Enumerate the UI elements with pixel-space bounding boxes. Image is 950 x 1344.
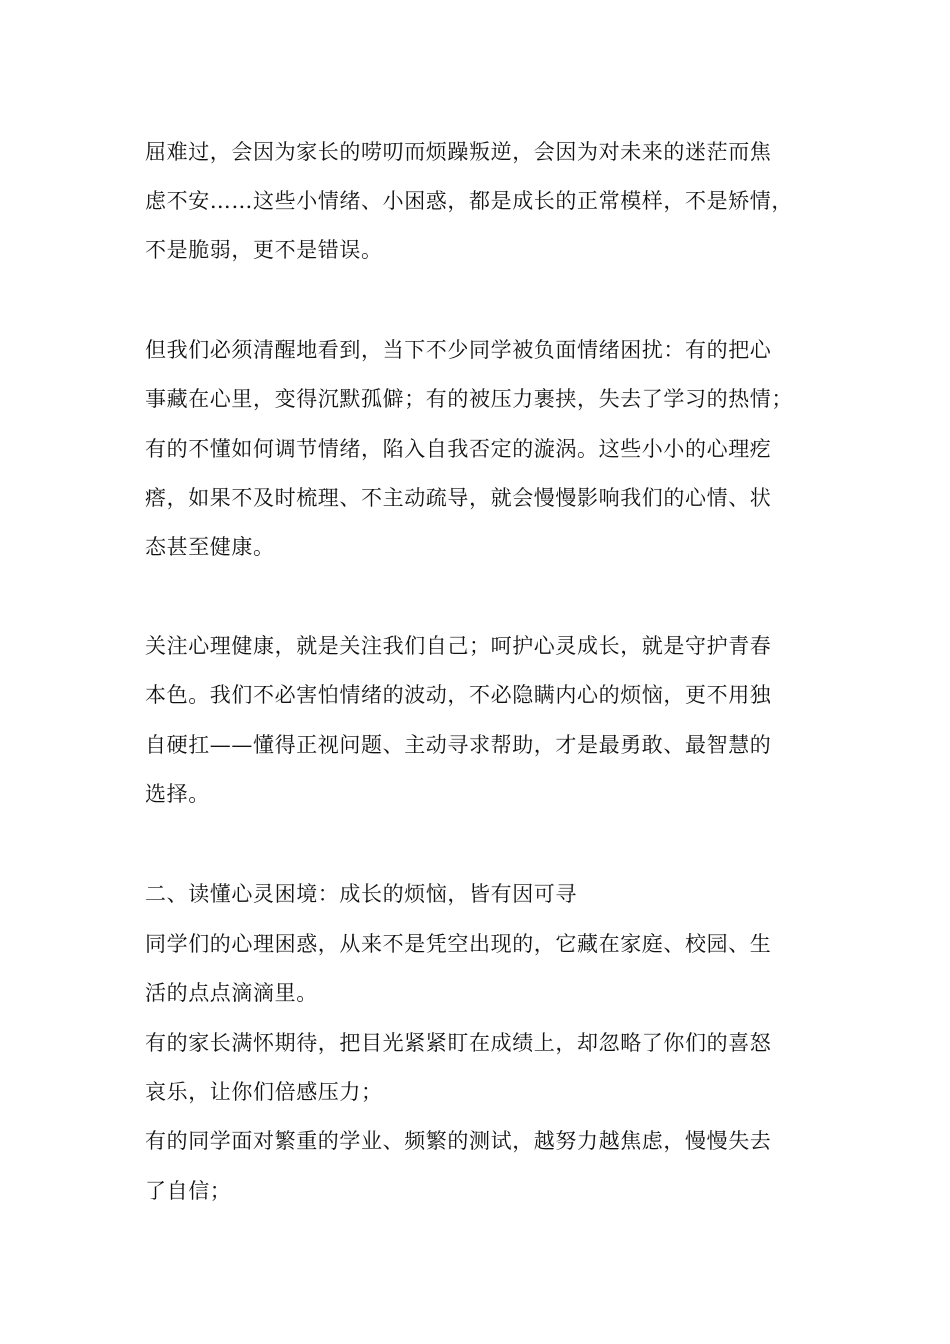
paragraph-4-line-5: 有的同学面对繁重的学业、频繁的测试，越努力越焦虑，慢慢失去 [145, 1129, 772, 1153]
section-heading: 二、读懂心灵困境：成长的烦恼，皆有因可寻 [145, 882, 577, 906]
paragraph-2-line-5: 态甚至健康。 [145, 535, 275, 559]
paragraph-2-line-4: 瘩，如果不及时梳理、不主动疏导，就会慢慢影响我们的心情、状 [145, 486, 772, 510]
paragraph-4-line-1: 同学们的心理困惑，从来不是凭空出现的，它藏在家庭、校园、生 [145, 932, 772, 956]
paragraph-4-line-2: 活的点点滴滴里。 [145, 981, 318, 1005]
paragraph-3-line-2: 本色。我们不必害怕情绪的波动，不必隐瞒内心的烦恼，更不用独 [145, 683, 772, 707]
paragraph-3-line-4: 选择。 [145, 782, 210, 806]
paragraph-4-line-3: 有的家长满怀期待，把目光紧紧盯在成绩上，却忽略了你们的喜怒 [145, 1031, 772, 1055]
paragraph-1-line-3: 不是脆弱，更不是错误。 [145, 238, 383, 262]
paragraph-4-line-4: 哀乐，让你们倍感压力； [145, 1080, 383, 1104]
paragraph-4-line-6: 了自信； [145, 1179, 232, 1203]
paragraph-2-line-1: 但我们必须清醒地看到，当下不少同学被负面情绪困扰：有的把心 [145, 338, 772, 362]
paragraph-1-line-2: 虑不安……这些小情绪、小困惑，都是成长的正常模样，不是矫情， [145, 189, 793, 213]
paragraph-2-line-2: 事藏在心里，变得沉默孤僻；有的被压力裹挟，失去了学习的热情； [145, 387, 793, 411]
paragraph-1-line-1: 屈难过，会因为家长的唠叨而烦躁叛逆，会因为对未来的迷茫而焦 [145, 140, 772, 164]
paragraph-3-line-3: 自硬扛——懂得正视问题、主动寻求帮助，才是最勇敢、最智慧的 [145, 733, 772, 757]
paragraph-2-line-3: 有的不懂如何调节情绪，陷入自我否定的漩涡。这些小小的心理疙 [145, 437, 772, 461]
paragraph-3-line-1: 关注心理健康，就是关注我们自己；呵护心灵成长，就是守护青春 [145, 634, 772, 658]
